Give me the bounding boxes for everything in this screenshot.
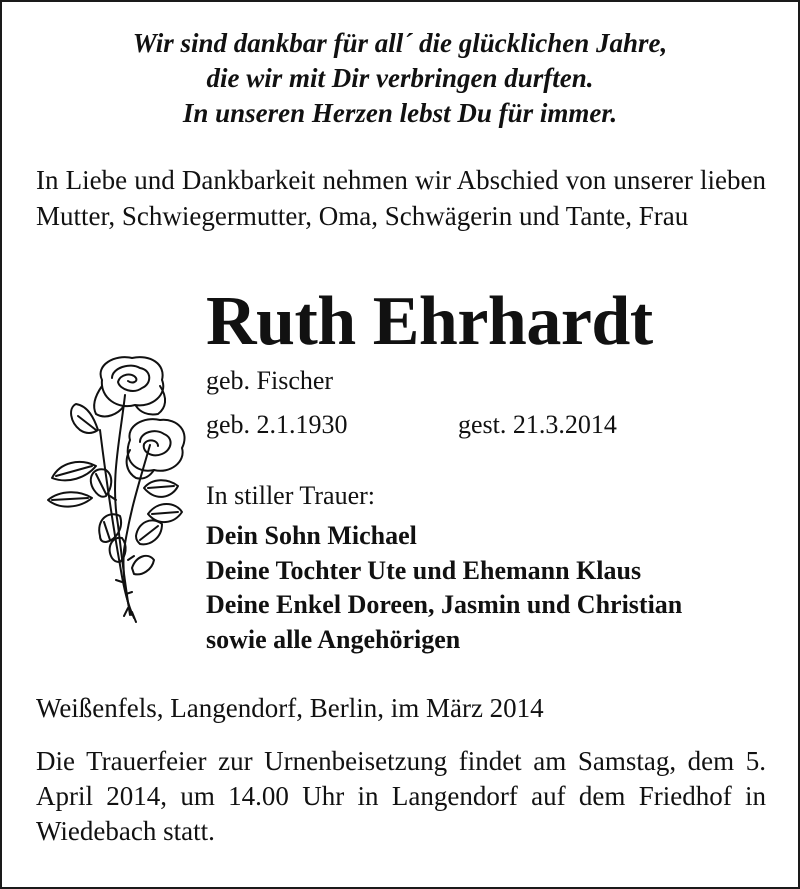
- funeral-service-info: Die Trauerfeier zur Urnenbeisetzung findet am Samstag, dem 5. April 2014, um 14.00 Uhr in Langendorf auf dem Friedhof in Wiedebach statt.: [36, 746, 766, 846]
- death-date: gest. 21.3.2014: [458, 410, 617, 439]
- maiden-name: geb. Fischer: [206, 366, 334, 395]
- mourner-line: Dein Sohn Michael: [206, 521, 417, 550]
- mourner-line: Deine Tochter Ute und Ehemann Klaus: [206, 555, 642, 585]
- mourners-list: [206, 519, 682, 657]
- birth-date: geb. 2.1.1930: [206, 410, 348, 439]
- memorial-verse: [2, 26, 798, 131]
- intro-text: In Liebe und Dankbarkeit nehmen wir Abschied von unserer lieben Mutter, Schwiegermutter, Oma, Schwägerin und Tante, Frau: [36, 165, 766, 231]
- place-and-date: Weißenfels, Langendorf, Berlin, im März 2014: [36, 693, 544, 723]
- verse-line: Wir sind dankbar für all´ die glücklichen Jahre,: [132, 28, 668, 58]
- verse-line: In unseren Herzen lebst Du für immer.: [182, 98, 618, 128]
- rose-icon: [40, 350, 190, 630]
- mourner-line: Deine Enkel Doreen, Jasmin und Christian: [206, 590, 683, 619]
- mourning-label: In stiller Trauer:: [206, 481, 375, 510]
- deceased-name: Ruth Ehrhardt: [206, 283, 653, 360]
- mourner-line: sowie alle Angehörigen: [206, 624, 461, 654]
- verse-line: die wir mit Dir verbringen durften.: [206, 63, 594, 93]
